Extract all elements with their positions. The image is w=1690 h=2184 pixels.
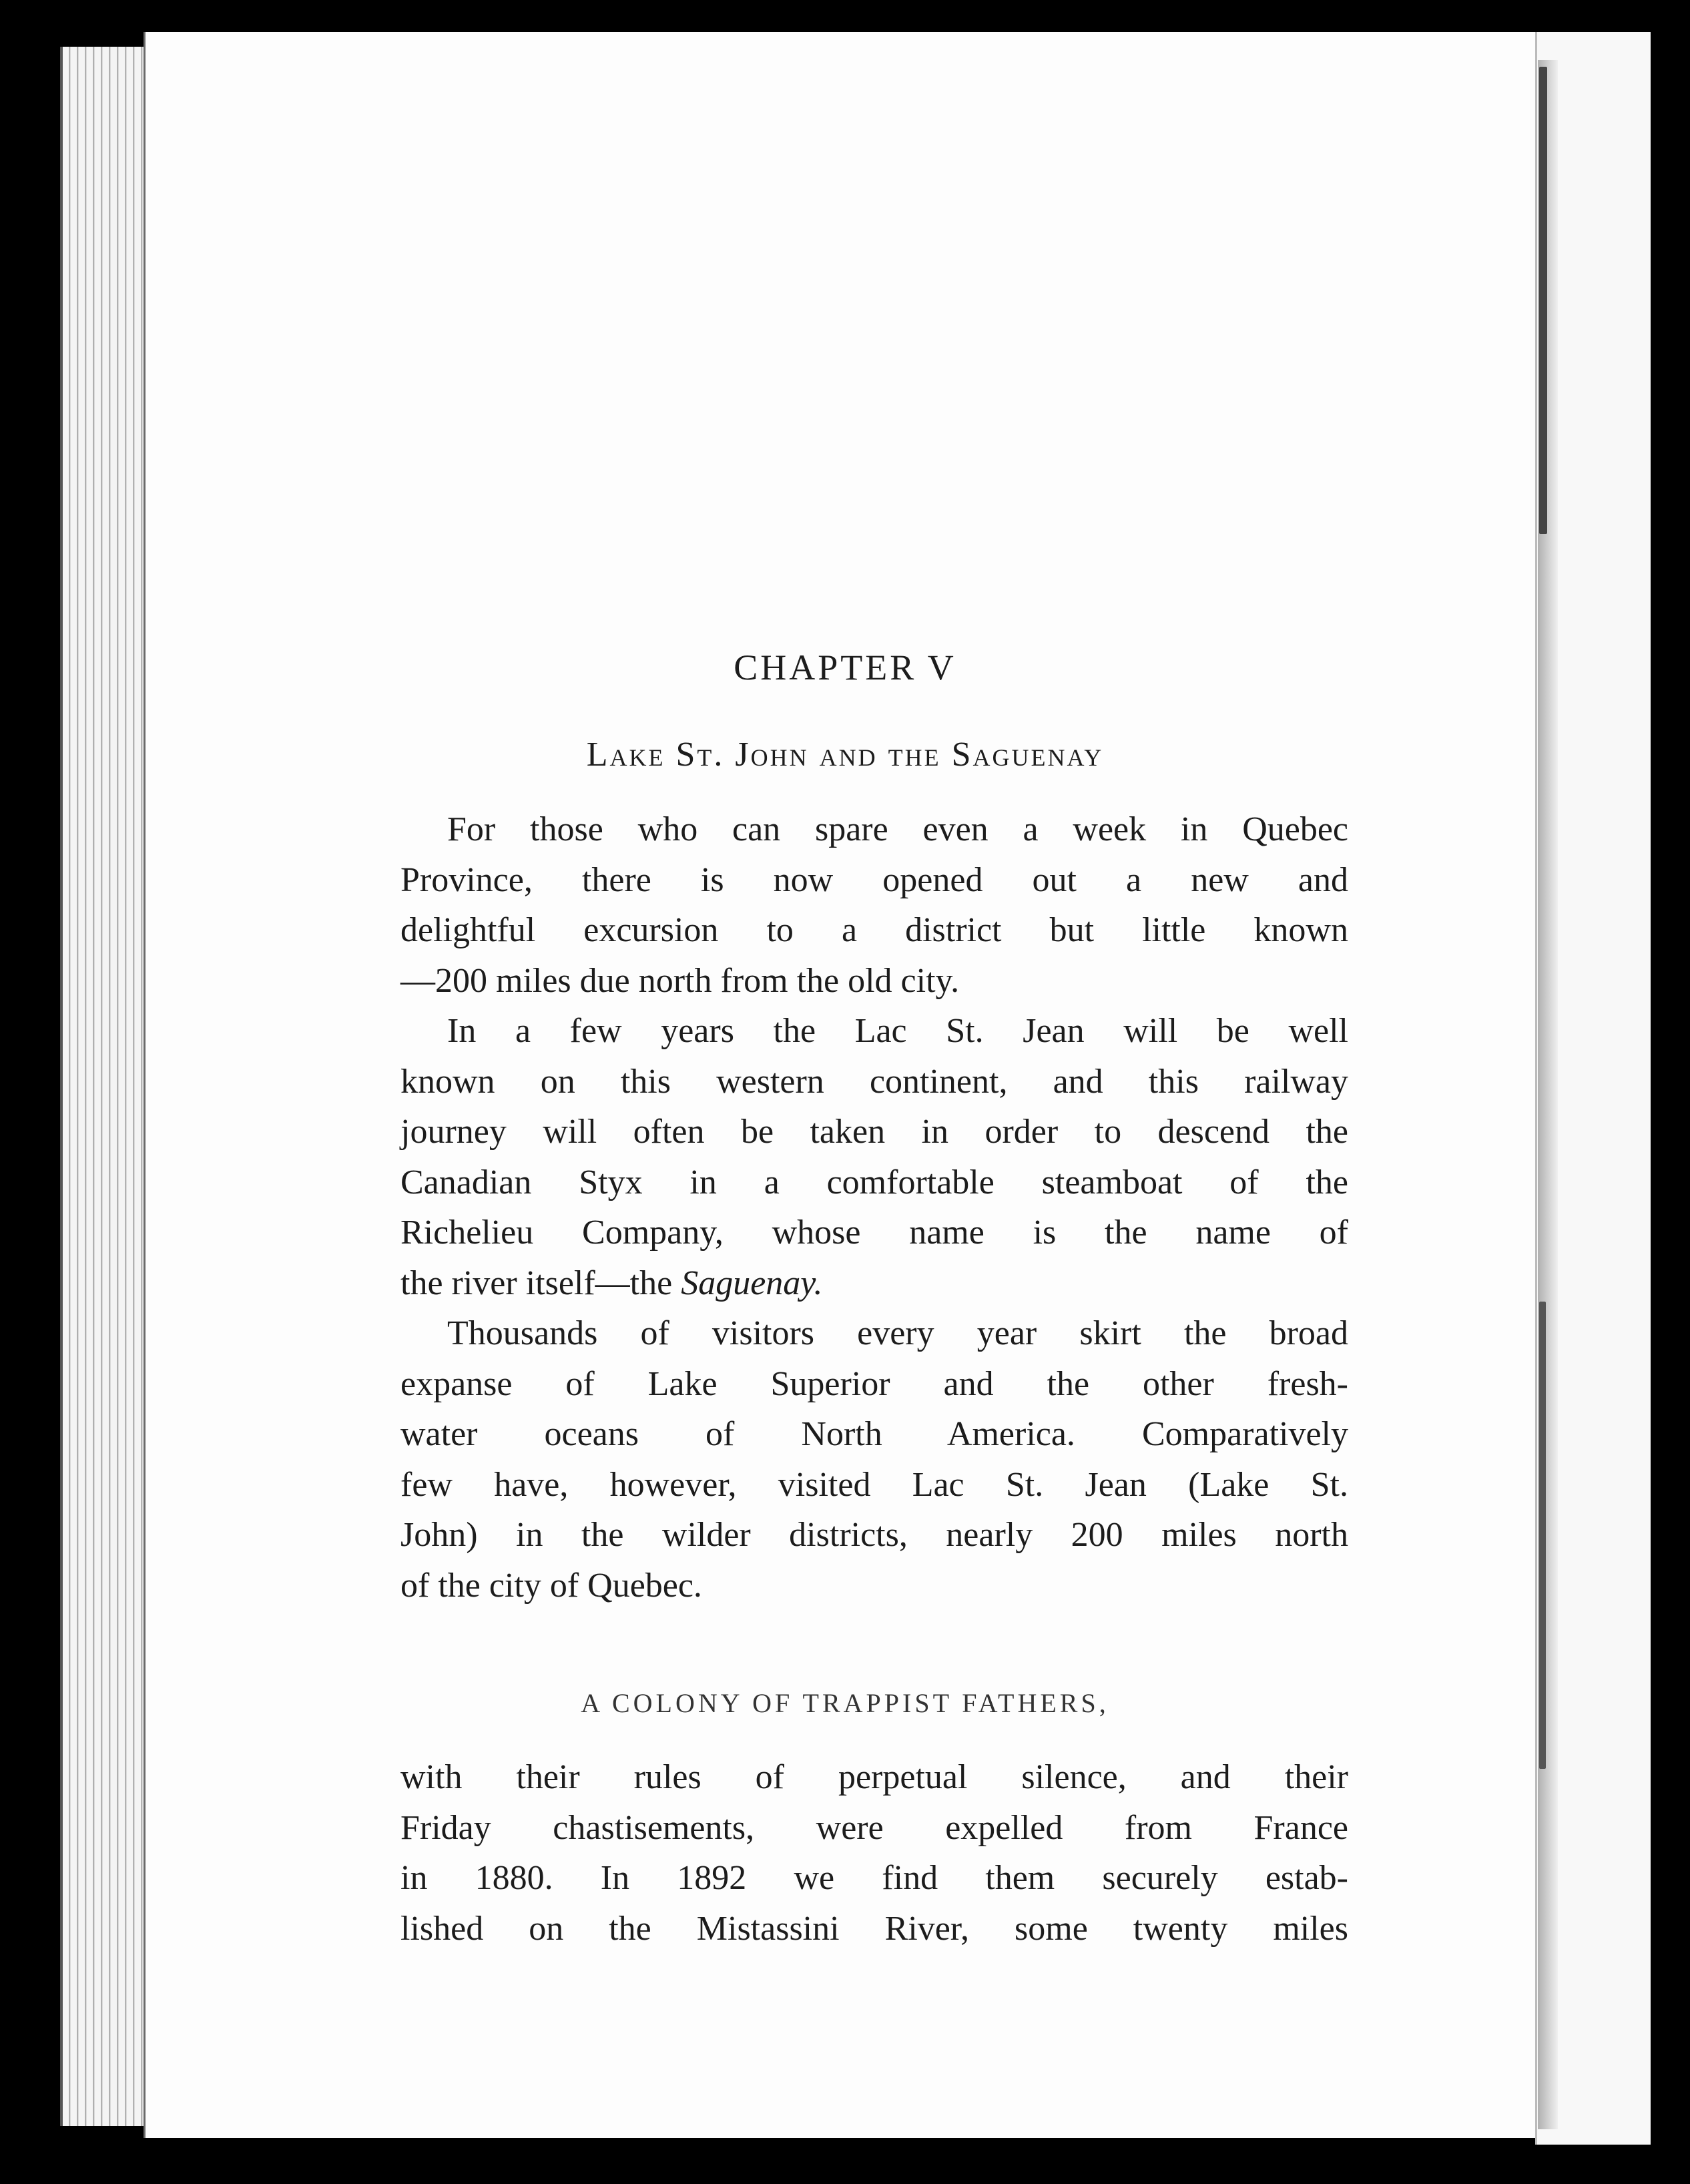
paragraph-line: delightful excursion to a district but little known — [400, 911, 1348, 949]
section-paragraph — [400, 1752, 1348, 1954]
binding-mark — [1539, 67, 1547, 534]
paragraph-line: In a few years the Lac St. Jean will be well — [447, 1012, 1348, 1050]
saguenay-italic: Saguenay. — [681, 1264, 823, 1302]
paragraph-line: For those who can spare even a week in Quebec — [447, 810, 1348, 848]
section-heading: A COLONY OF TRAPPIST FATHERS, — [581, 1688, 1109, 1718]
paragraph-line — [400, 1258, 1348, 1309]
paragraph-line: in 1880. In 1892 we find them securely estab- — [400, 1859, 1348, 1897]
paragraph-line: —200 miles due north from the old city. — [400, 961, 960, 1000]
paragraph-line: expanse of Lake Superior and the other fresh- — [400, 1364, 1348, 1403]
paragraph-line: Thousands of visitors every year skirt the broad — [447, 1314, 1348, 1352]
paragraph-line: Province, there is now opened out a new and — [400, 860, 1348, 899]
paragraph-line: water oceans of North America. Comparatively — [400, 1415, 1348, 1453]
paragraph-2 — [400, 1006, 1348, 1308]
paragraph-line: of the city of Quebec. — [400, 1566, 702, 1605]
paragraph-line: with their rules of perpetual silence, and their — [400, 1758, 1348, 1796]
paragraph-line: few have, however, visited Lac St. Jean (Lake St. — [400, 1465, 1348, 1504]
chapter-title: CHAPTER V — [734, 647, 956, 688]
paragraph-line: Canadian Styx in a comfortable steamboat of the — [400, 1163, 1348, 1201]
paragraph-line: journey will often be taken in order to descend the — [400, 1113, 1348, 1151]
paragraph-line: lished on the Mistassini River, some twenty miles — [400, 1909, 1348, 1948]
paragraph-3 — [400, 1308, 1348, 1611]
paragraph-line: John) in the wilder districts, nearly 200 miles north — [400, 1516, 1348, 1554]
paragraph-line: Richelieu Company, whose name is the name of — [400, 1213, 1348, 1252]
paragraph-line: known on this western continent, and this railway — [400, 1062, 1348, 1101]
chapter-subtitle: Lake St. John and the Saguenay — [586, 736, 1104, 774]
paragraph-line-text: the river itself—the — [400, 1264, 681, 1302]
paragraph-1 — [400, 804, 1348, 1006]
paragraph-line: Friday chastisements, were expelled from France — [400, 1808, 1348, 1847]
